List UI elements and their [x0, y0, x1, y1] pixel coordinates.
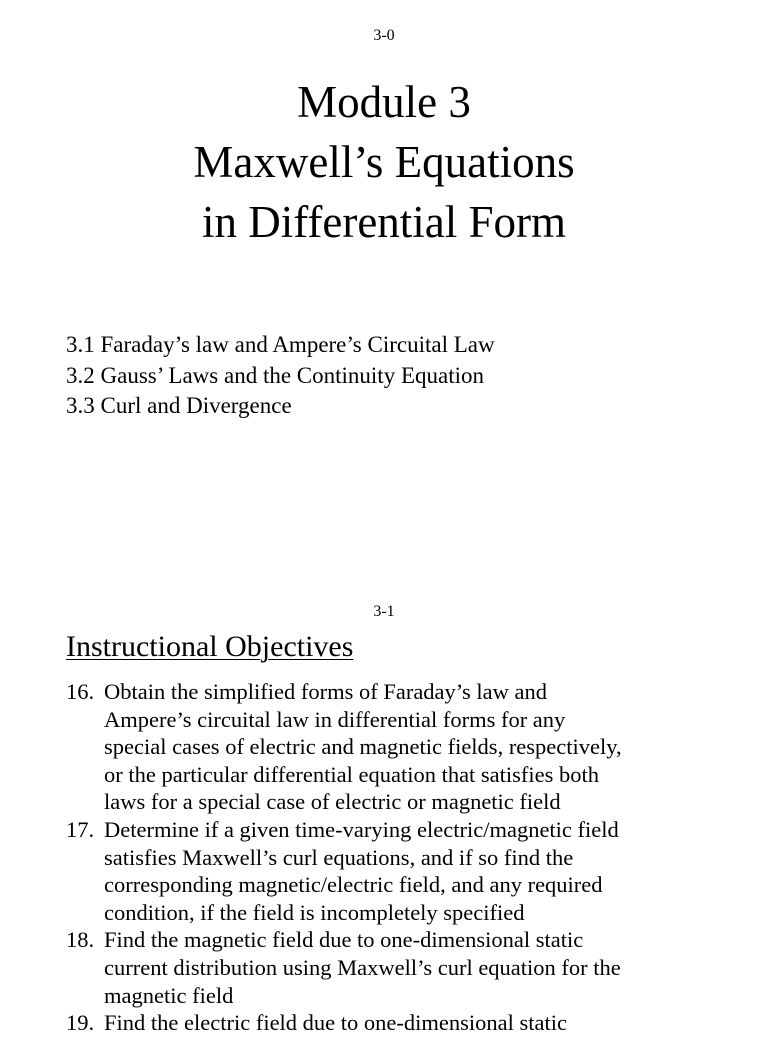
objective-text	[104, 1009, 726, 1037]
table-of-contents	[66, 330, 495, 422]
objectives-list	[66, 678, 726, 1037]
objective-text	[104, 678, 726, 816]
objective-line: special cases of electric and magnetic fields, respectively,	[104, 734, 622, 760]
page-number: 3-1	[373, 603, 395, 620]
objective-number: 16.	[66, 679, 95, 704]
title-line: in Differential Form	[201, 197, 567, 247]
objective-line: Obtain the simplified forms of Faraday’s law and	[104, 679, 548, 704]
contents-item: 3.3 Curl and Divergence	[66, 393, 292, 418]
contents-item: 3.2 Gauss’ Laws and the Continuity Equation	[66, 362, 484, 388]
objective-line: laws for a special case of electric or magnetic field	[104, 789, 561, 815]
objectives-heading: Instructional Objectives	[66, 630, 354, 663]
module-title	[0, 72, 768, 252]
objective-line: or the particular differential equation that satisfies both	[104, 761, 600, 787]
title-line: Module 3	[297, 77, 471, 127]
objective-number: 17.	[66, 816, 95, 842]
objective-line: Find the electric field due to one-dimensional static	[104, 1010, 567, 1036]
objective-line: Find the magnetic field due to one-dimensional static	[104, 927, 584, 953]
objective-number: 18.	[66, 927, 95, 953]
title-line: Maxwell’s Equations	[193, 137, 575, 187]
objective-line: Ampere’s circuital law in differential forms for any	[104, 706, 566, 732]
objective-item	[66, 678, 726, 816]
objective-number: 19.	[66, 1010, 95, 1036]
objective-item	[66, 926, 726, 1009]
objective-line: magnetic field	[104, 982, 234, 1008]
objective-line: current distribution using Maxwell’s curl equation for the	[104, 954, 621, 980]
objective-line: condition, if the field is incompletely specified	[104, 899, 525, 925]
objective-text	[104, 816, 726, 926]
page-number: 3-0	[373, 27, 395, 44]
objective-item	[66, 1009, 726, 1037]
contents-item: 3.1 Faraday’s law and Ampere’s Circuital Law	[66, 332, 495, 357]
objective-line: satisfies Maxwell’s curl equations, and if so find the	[104, 844, 574, 870]
objective-item	[66, 816, 726, 926]
objective-text	[104, 926, 726, 1009]
objective-line: corresponding magnetic/electric field, and any required	[104, 872, 603, 898]
objective-line: Determine if a given time-varying electric/magnetic field	[104, 816, 619, 842]
